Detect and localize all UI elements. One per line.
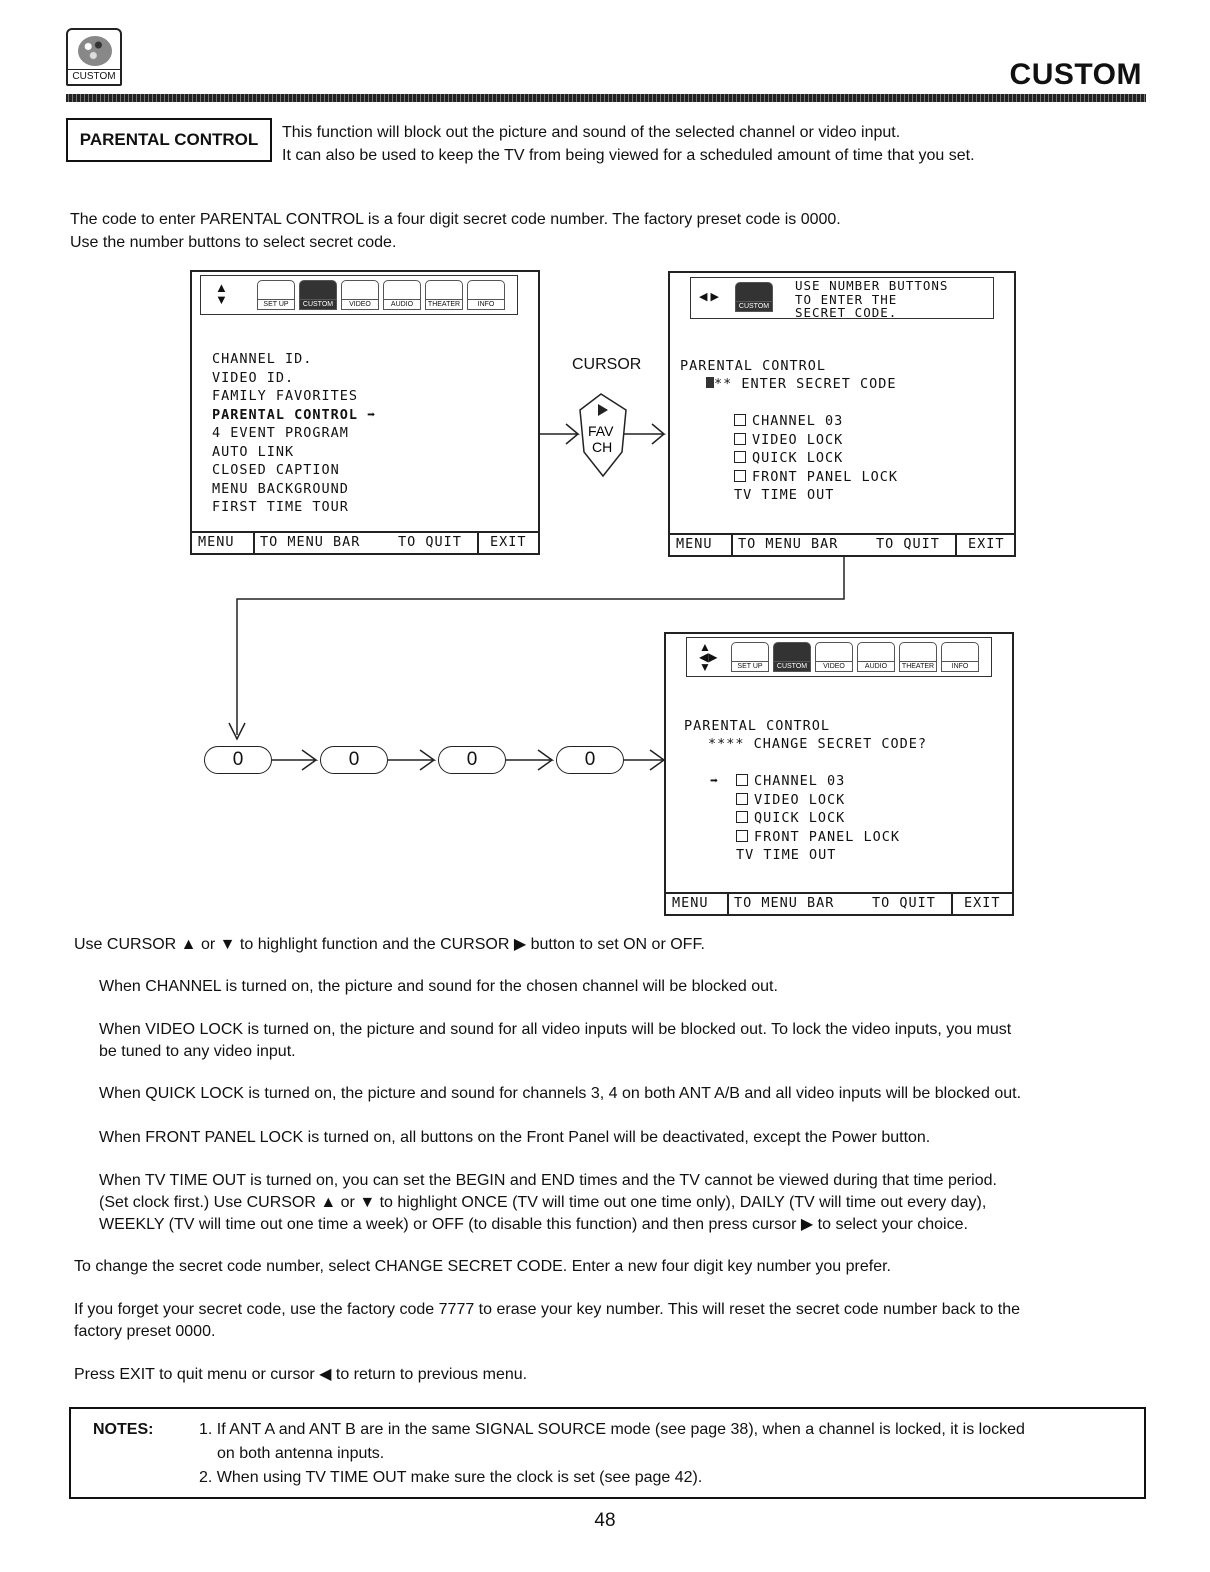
enter-code-screen [668,271,1016,557]
menu-icon-setup: SET UP [731,642,769,672]
menu-icon-info: INFO [467,280,505,310]
option-video-lock: VIDEO LOCK [734,431,898,450]
time-out-description-2: (Set clock first.) Use CURSOR ▲ or ▼ to highlight ONCE (TV will time out one time only), DAILY (TV will time out every day), [99,1194,987,1211]
quick-lock-description: When QUICK LOCK is turned on, the picture and sound for channels 3, 4 on both ANT A/B and all video inputs will be blocked out. [99,1085,1022,1102]
menu-bar [686,637,992,677]
checkbox-icon [736,793,748,805]
option-quick-lock: QUICK LOCK [736,809,900,828]
intro-line-2: It can also be used to keep the TV from being viewed for a scheduled amount of time that you set. [282,147,975,164]
front-panel-description: When FRONT PANEL LOCK is turned on, all buttons on the Front Panel will be deactivated, except the Power button. [99,1129,931,1146]
menu-icon-video: VIDEO [341,280,379,310]
option-front-panel-lock: FRONT PANEL LOCK [736,828,900,847]
menu-item: MENU BACKGROUND [212,480,349,497]
menu-item: VIDEO ID. [212,369,295,386]
time-out-description-3: WEEKLY (TV will time out one time a week) or OFF (to disable this function) and then press cursor ▶ to select your choice. [99,1216,968,1233]
menu-icon-video: VIDEO [815,642,853,672]
code-hint-bar [690,277,994,319]
note-1b: on both antenna inputs. [217,1445,385,1462]
change-code-prompt: **** CHANGE SECRET CODE? [708,736,928,752]
checkbox-icon [734,433,746,445]
change-code-instruction: To change the secret code number, select CHANGE SECRET CODE. Enter a new four digit key number you prefer. [74,1258,891,1275]
menu-icon-info: INFO [941,642,979,672]
checkbox-icon [734,470,746,482]
menu-item: CHANNEL ID. [212,351,313,367]
change-screen-title: PARENTAL CONTROL [684,718,831,734]
icon-label: CUSTOM [68,69,120,84]
menu-icon-audio: AUDIO [857,642,895,672]
option-channel: CHANNEL 03 [734,412,898,431]
option-channel: CHANNEL 03 [736,772,900,791]
cursor-arrows-icon: ▲ ◀▶ ▼ [699,640,718,674]
code-digit-button: 0 [556,746,624,774]
menu-bar [200,275,518,315]
cursor-instruction: Use CURSOR ▲ or ▼ to highlight function and the CURSOR ▶ button to set ON or OFF. [74,936,705,953]
notes-box [69,1407,1146,1499]
code-screen-title: PARENTAL CONTROL [680,358,827,374]
menu-item: 4 EVENT PROGRAM [212,425,349,441]
checkbox-icon [736,774,748,786]
option-quick-lock: QUICK LOCK [734,449,898,468]
code-digit-button: 0 [204,746,272,774]
palette-icon [78,36,112,66]
enter-code-prompt: ** ENTER SECRET CODE [706,375,897,394]
menu-icon-custom: CUSTOM [299,280,337,310]
body-line-2: Use the number buttons to select secret code. [70,234,397,251]
video-lock-description-2: be tuned to any video input. [99,1043,296,1060]
menu-item: FIRST TIME TOUR [212,499,349,515]
cursor-diagram [536,382,670,482]
cursor-arrows-icon: ▲ ▼ [215,280,228,307]
video-lock-description-1: When VIDEO LOCK is turned on, the picture and sound for all video inputs will be blocked out. To lock the video inputs, you must [99,1021,1012,1038]
menu-icon-theater: THEATER [899,642,937,672]
checkbox-icon [736,830,748,842]
header-rule [66,94,1146,102]
code-digit-button: 0 [438,746,506,774]
menu-item: AUTO LINK [212,443,295,460]
code-digit-button: 0 [320,746,388,774]
option-tv-time-out: TV TIME OUT [736,847,837,863]
custom-menu-screen [190,270,540,555]
menu-icon-custom: CUSTOM [773,642,811,672]
bottom-bar: MENU TO MENU BAR TO QUIT EXIT [666,892,1012,914]
forget-code-instruction-2: factory preset 0000. [74,1323,216,1340]
channel-description: When CHANNEL is turned on, the picture and sound for the chosen channel will be blocked out. [99,978,778,995]
page-title: CUSTOM [1009,58,1142,91]
option-tv-time-out: TV TIME OUT [734,487,835,503]
custom-palette-icon [66,28,122,86]
checkbox-icon [734,414,746,426]
lock-options [734,412,898,505]
body-line-1: The code to enter PARENTAL CONTROL is a four digit secret code number. The factory preset code is 0000. [70,211,841,228]
svg-text:FAV: FAV [588,423,614,439]
menu-icon-custom: CUSTOM [735,282,773,312]
menu-icon-setup: SET UP [257,280,295,310]
option-video-lock: VIDEO LOCK [736,791,900,810]
page-number: 48 [594,1510,616,1531]
change-code-screen [664,632,1014,916]
time-out-description-1: When TV TIME OUT is turned on, you can set the BEGIN and END times and the TV cannot be viewed during that time period. [99,1172,997,1189]
menu-item: CLOSED CAPTION [212,462,340,478]
code-arrows [270,740,670,780]
cursor-label: CURSOR [572,356,642,373]
section-label: PARENTAL CONTROL [66,118,272,162]
bottom-bar: MENU TO MENU BAR TO QUIT EXIT [192,531,538,553]
lock-options [736,772,900,865]
note-1a: 1. If ANT A and ANT B are in the same SIGNAL SOURCE mode (see page 38), when a channel is locked, it is locked [199,1421,1025,1438]
menu-icon-theater: THEATER [425,280,463,310]
custom-menu-list [212,350,376,517]
pointer-arrow-icon: ➡ [358,406,377,423]
pointer-arrow-icon: ➡ [710,773,720,789]
code-hint: USE NUMBER BUTTONS TO ENTER THE SECRET CODE. [795,278,949,320]
checkbox-icon [734,451,746,463]
exit-instruction: Press EXIT to quit menu or cursor ◀ to return to previous menu. [74,1366,528,1383]
menu-item: FAMILY FAVORITES [212,388,359,404]
forget-code-instruction-1: If you forget your secret code, use the factory code 7777 to erase your key number. This will reset the secret code number back to the [74,1301,1020,1318]
intro-line-1: This function will block out the picture and sound of the selected channel or video input. [282,124,901,141]
menu-icon-audio: AUDIO [383,280,421,310]
option-front-panel-lock: FRONT PANEL LOCK [734,468,898,487]
left-right-arrows-icon: ◀ ▶ [699,291,719,303]
checkbox-icon [736,811,748,823]
bottom-bar: MENU TO MENU BAR TO QUIT EXIT [670,533,1014,555]
menu-item-parental-control: PARENTAL CONTROL ➡ [212,406,377,423]
note-2: 2. When using TV TIME OUT make sure the clock is set (see page 42). [199,1469,703,1486]
svg-text:CH: CH [592,439,613,455]
notes-label: NOTES: [93,1421,154,1438]
